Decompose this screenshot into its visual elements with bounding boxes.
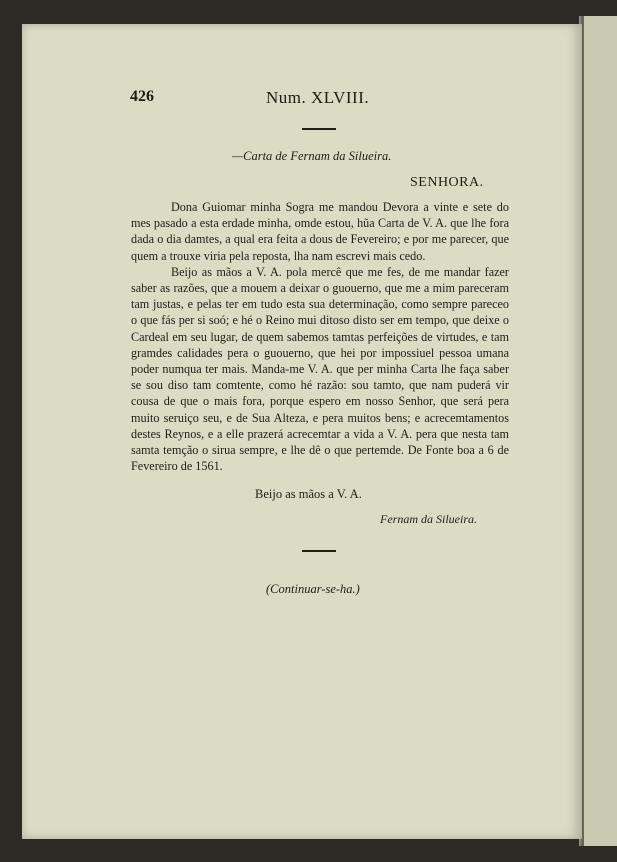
letter-title: —Carta de Fernam da Silueira. <box>232 149 392 163</box>
paragraph-1: Dona Guiomar minha Sogra me mandou Devora a vinte e sete do mes pasado a esta erdade minha, omde estou, hũa Carta de V. A. que lhe fora dada o dia damtes, a qual era feita a dous de Fevereiro; e por me parecer, que quem a trouxe viria pela reposta, lha nam escrevi mais cedo. <box>131 200 509 263</box>
letter-signature: Fernam da Silueira. <box>380 512 477 526</box>
paragraph-2: Beijo as mãos a V. A. pola mercê que me fes, de me mandar fazer saber as razões, que a mouem a deixar o guouerno, que me a mim pareceram tam justas, e pelas ter em tudo esta sua determinação, como sempre pareceo o que fás per si soó; e hé o Reino mui ditoso disto ser em tempo, que deixe o Cardeal em seu lugar, de quem sabemos tamtas perfeições de virtudes, e tam gramdes calidades pera o guouerno, que hei por impossiuel pessoa umana poder numqua ter mais. Manda-me V. A. que per minha Carta lhe faça saber se sou diso tam comtente, como hé razão: sou tamto, que nam puderá vir cousa de que o mais fora, porque espero em nosso Senhor, que será pera muito seruiço seu, e de Sua Alteza, e pera muitos bens; e acrecemtamentos destes Reynos, e a elle prazerá acrecemtar a vida a V. A. pera que nesta tam samta temção o sirua sempre, e lhe dê o que pertemde. De Fonte boa a 6 de Fevereiro de 1561. <box>131 264 509 474</box>
continuation-note: (Continuar-se-ha.) <box>266 582 360 596</box>
salutation: SENHORA. <box>410 175 484 190</box>
section-title: Num. XLVIII. <box>266 88 370 107</box>
facing-page-edge <box>584 16 617 846</box>
letter-closing: Beijo as mãos a V. A. <box>255 487 362 501</box>
header-rule <box>302 128 336 130</box>
letter-body <box>131 199 509 474</box>
page-header <box>110 88 510 116</box>
page-number: 426 <box>130 88 154 105</box>
closing-rule <box>302 550 336 552</box>
